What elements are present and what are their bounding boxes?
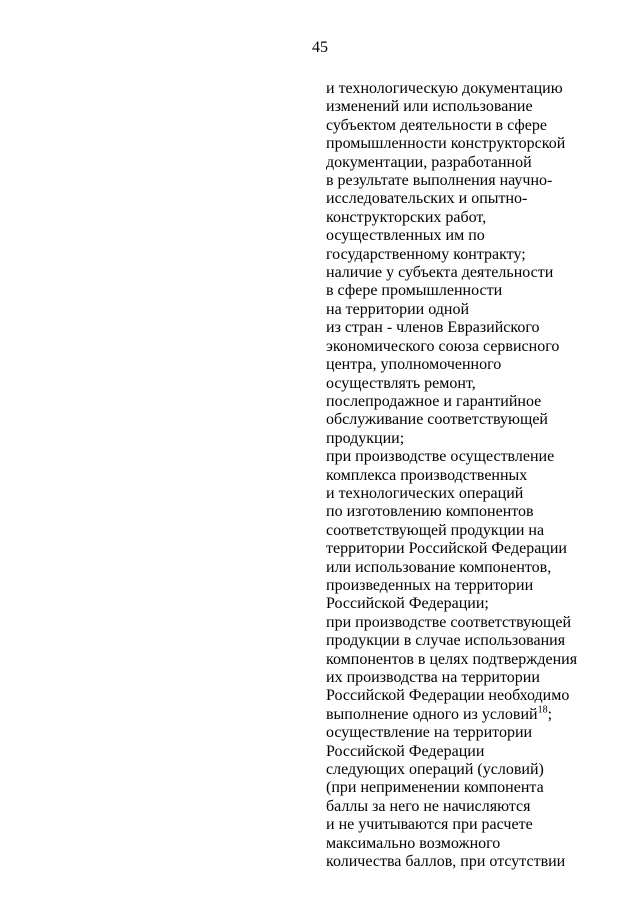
text-line: произведенных на территории bbox=[326, 576, 534, 594]
text-line: в сфере промышленности bbox=[326, 282, 503, 300]
text-line: государственному контракту; bbox=[326, 245, 526, 263]
text-line: или использование компонентов, bbox=[326, 558, 552, 576]
text-line: продукции в случае использования bbox=[326, 632, 566, 650]
text-line: территории Российской Федерации bbox=[326, 540, 567, 558]
text-line: при производстве соответствующей bbox=[326, 613, 572, 631]
text-line: в результате выполнения научно- bbox=[326, 172, 553, 190]
body-text bbox=[326, 80, 626, 871]
text-line: и технологическую документацию bbox=[326, 80, 563, 97]
text-line: изменений или использование bbox=[326, 98, 533, 116]
text-line: соответствующей продукции на bbox=[326, 521, 545, 539]
footnote-trailing-punctuation: ; bbox=[547, 705, 553, 723]
text-line: компонентов в целях подтверждения bbox=[326, 650, 578, 668]
text-line: и не учитываются при расчете bbox=[326, 816, 533, 834]
text-line: Российской Федерации bbox=[326, 742, 485, 760]
text-line: экономического союза сервисного bbox=[326, 337, 560, 355]
text-line: продукции; bbox=[326, 429, 405, 447]
text-line: послепродажное и гарантийное bbox=[326, 392, 542, 410]
text-line: конструкторских работ, bbox=[326, 208, 487, 226]
text-line: максимально возможного bbox=[326, 834, 501, 852]
text-line: их производства на территории bbox=[326, 669, 540, 686]
text-line: из стран - членов Евразийского bbox=[326, 319, 540, 337]
text-line: центра, уполномоченного bbox=[326, 356, 502, 374]
footnote-reference[interactable]: 18 bbox=[537, 704, 548, 716]
text-line: на территории одной bbox=[326, 300, 470, 318]
text-line: осуществленных им по bbox=[326, 227, 485, 245]
text-line: при производстве осуществление bbox=[326, 448, 555, 466]
text-line: и технологических операций bbox=[326, 484, 524, 502]
text-line: (при неприменении компонента bbox=[326, 779, 544, 797]
text-line: Российской Федерации; bbox=[326, 595, 489, 613]
text-line: промышленности конструкторской bbox=[326, 135, 566, 153]
text-line: исследовательских и опытно- bbox=[326, 190, 528, 208]
text-line: субъектом деятельности в сфере bbox=[326, 116, 547, 134]
text-line: документации, разработанной bbox=[326, 153, 532, 171]
page-number: 45 bbox=[312, 39, 328, 56]
text-line: следующих операций (условий) bbox=[326, 761, 544, 779]
text-line: количества баллов, при отсутствии bbox=[326, 853, 566, 871]
text-line: осуществление на территории bbox=[326, 724, 533, 742]
text-line: комплекса производственных bbox=[326, 466, 528, 484]
text-line: осуществлять ремонт, bbox=[326, 374, 476, 392]
text-line: баллы за него не начисляются bbox=[326, 797, 531, 815]
text-line: Российской Федерации необходимо bbox=[326, 687, 570, 705]
text-line: наличие у субъекта деятельности bbox=[326, 264, 554, 282]
text-line: по изготовлению компонентов bbox=[326, 503, 534, 521]
text-line-with-footnote bbox=[326, 706, 626, 724]
text-line-main: выполнение одного из условий bbox=[326, 705, 538, 723]
text-line: обслуживание соответствующей bbox=[326, 411, 548, 429]
